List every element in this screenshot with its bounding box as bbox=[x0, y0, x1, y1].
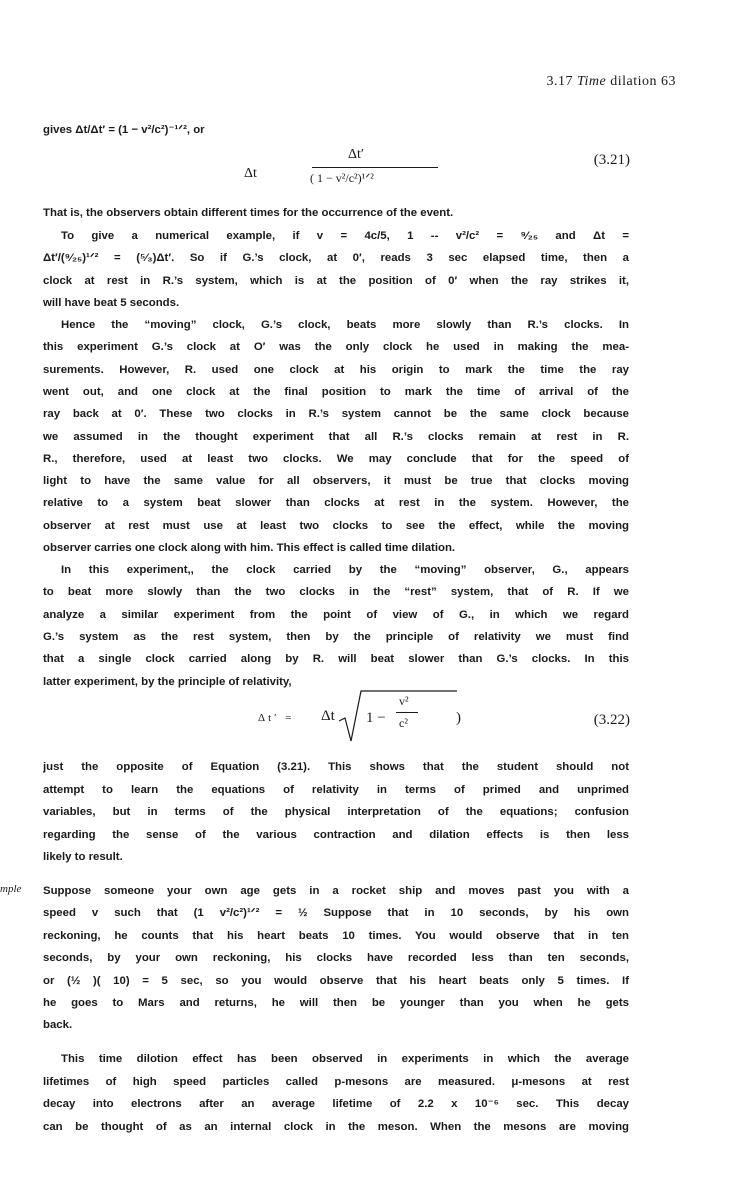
running-header bbox=[546, 74, 676, 90]
text-line: that a single clock carried along by R. will beat slower than G.’s clocks. In this bbox=[43, 653, 629, 666]
eq321-label: (3.21) bbox=[593, 152, 630, 168]
text-line: latter experiment, by the principle of relativity, bbox=[43, 675, 292, 688]
text-line: likely to result. bbox=[43, 851, 123, 864]
text-line: lifetimes of high speed particles called p-mesons are measured. μ-mesons at rest bbox=[43, 1075, 629, 1088]
example-margin-note: mple bbox=[0, 883, 22, 895]
eq321-denominator: ( 1 − v²/c²)¹ᐟ² bbox=[310, 171, 374, 185]
eq321-numerator: Δt′ bbox=[348, 147, 364, 162]
text-line: went out, and one clock at the final position to mark the time of arrival of the bbox=[43, 385, 629, 398]
text-line: analyze a similar experiment from the point of view of G., in which we regard bbox=[43, 608, 629, 621]
header-title-word1: Time bbox=[576, 74, 607, 89]
text-line: clock at rest in R.’s system, which is at the position of 0′ when the ray strikes it, bbox=[43, 274, 629, 287]
text-line: this experiment G.’s clock at O′ was the only clock he used in making the mea- bbox=[43, 341, 629, 354]
section-number: 3.17 bbox=[546, 74, 573, 89]
eq322-factor: Δt bbox=[321, 708, 335, 724]
eq322-closing-paren: ) bbox=[456, 710, 461, 726]
text-line: R., therefore, used at least two clocks. We may conclude that for the speed of bbox=[43, 452, 629, 465]
text-line: regarding the sense of the various contraction and dilation effects is then less bbox=[43, 828, 629, 841]
text-line: or (½ )( 10) = 5 sec, so you would observe that his heart beats only 5 times. If bbox=[43, 974, 629, 987]
text-line: surements. However, R. used one clock at his origin to mark the time the ray bbox=[43, 363, 629, 376]
text-line: Δt′/(⁹⁄₂₅)¹ᐟ² = (⁵⁄₃)Δt′. So if G.’s clock, at 0′, reads 3 sec elapsed time, then a bbox=[43, 252, 629, 264]
eq321-fraction-bar bbox=[312, 167, 438, 168]
text-line: Hence the “moving” clock, G.’s clock, beats more slowly than R.’s clocks. In bbox=[61, 319, 629, 331]
text-line: G.’s system as the rest system, then by the principle of relativity we must find bbox=[43, 630, 629, 643]
text-line: seconds, by your own reckoning, his clocks have recorded less than ten seconds, bbox=[43, 952, 629, 965]
eq322-denominator: c² bbox=[399, 716, 408, 730]
eq322-one-minus: 1 − bbox=[366, 710, 386, 726]
text-line: attempt to learn the equations of relativity in terms of primed and unprimed bbox=[43, 783, 629, 796]
text-line: variables, but in terms of the physical interpretation of the equations; confusion bbox=[43, 806, 629, 819]
header-title-word2: dilation bbox=[610, 74, 657, 89]
eq321-lhs: Δt bbox=[244, 166, 257, 181]
text-line: observer at rest must use at least two clocks to see the effect, while the moving bbox=[43, 519, 629, 532]
eq322-lhs: Δt′ = bbox=[258, 712, 295, 724]
text-line: ray back at 0′. These two clocks in R.’s system cannot be the same clock because bbox=[43, 408, 629, 421]
text-line: he goes to Mars and returns, he will then be younger than you when he gets bbox=[43, 997, 629, 1009]
eq322-radical-icon bbox=[333, 685, 463, 745]
text-line: decay into electrons after an average lifetime of 2.2 x 10⁻⁶ sec. This decay bbox=[43, 1098, 629, 1110]
text-line: That is, the observers obtain different times for the occurrence of the event. bbox=[43, 207, 454, 219]
eq322-label: (3.22) bbox=[593, 712, 630, 728]
text-line: This time dilotion effect has been observed in experiments in which the average bbox=[61, 1053, 629, 1065]
page-number: 63 bbox=[661, 74, 676, 89]
text-line: observer carries one clock along with him. This effect is called time dilation. bbox=[43, 542, 456, 554]
text-line: speed v such that (1 v²/c²)¹ᐟ² = ½ Suppose that in 10 seconds, by his own bbox=[43, 907, 629, 920]
eq322-numerator: v² bbox=[399, 694, 409, 708]
text-line: we assumed in the thought experiment that all R.’s clocks remain at rest in R. bbox=[43, 430, 629, 443]
text-line: Suppose someone your own age gets in a rocket ship and moves past you with a bbox=[43, 885, 629, 897]
eq322-fraction-bar bbox=[396, 712, 418, 713]
text-line: to beat more slowly than the two clocks in the “rest” system, that of R. If we bbox=[43, 586, 629, 599]
text-line: reckoning, he counts that his heart beats 10 times. You would observe that in ten bbox=[43, 929, 629, 942]
text-line: just the opposite of Equation (3.21). This shows that the student should not bbox=[43, 761, 629, 773]
text-line: can be thought of as an internal clock in the meson. When the mesons are moving bbox=[43, 1120, 629, 1133]
text-line: light to have the same value for all observers, it must be true that clocks moving bbox=[43, 475, 629, 488]
text-line: relative to a system beat slower than clocks at rest in the system. However, the bbox=[43, 497, 629, 510]
text-line: back. bbox=[43, 1019, 73, 1032]
text-line: will have beat 5 seconds. bbox=[43, 297, 180, 309]
text-line: In this experiment,, the clock carried by the “moving” observer, G., appears bbox=[61, 564, 629, 576]
text-line: To give a numerical example, if v = 4c/5, 1 -- v²/c² = ⁹⁄₂₅ and Δt = bbox=[61, 229, 629, 242]
equation-intro: gives Δt/Δt′ = (1 − v²/c²)⁻¹ᐟ², or bbox=[43, 124, 205, 136]
